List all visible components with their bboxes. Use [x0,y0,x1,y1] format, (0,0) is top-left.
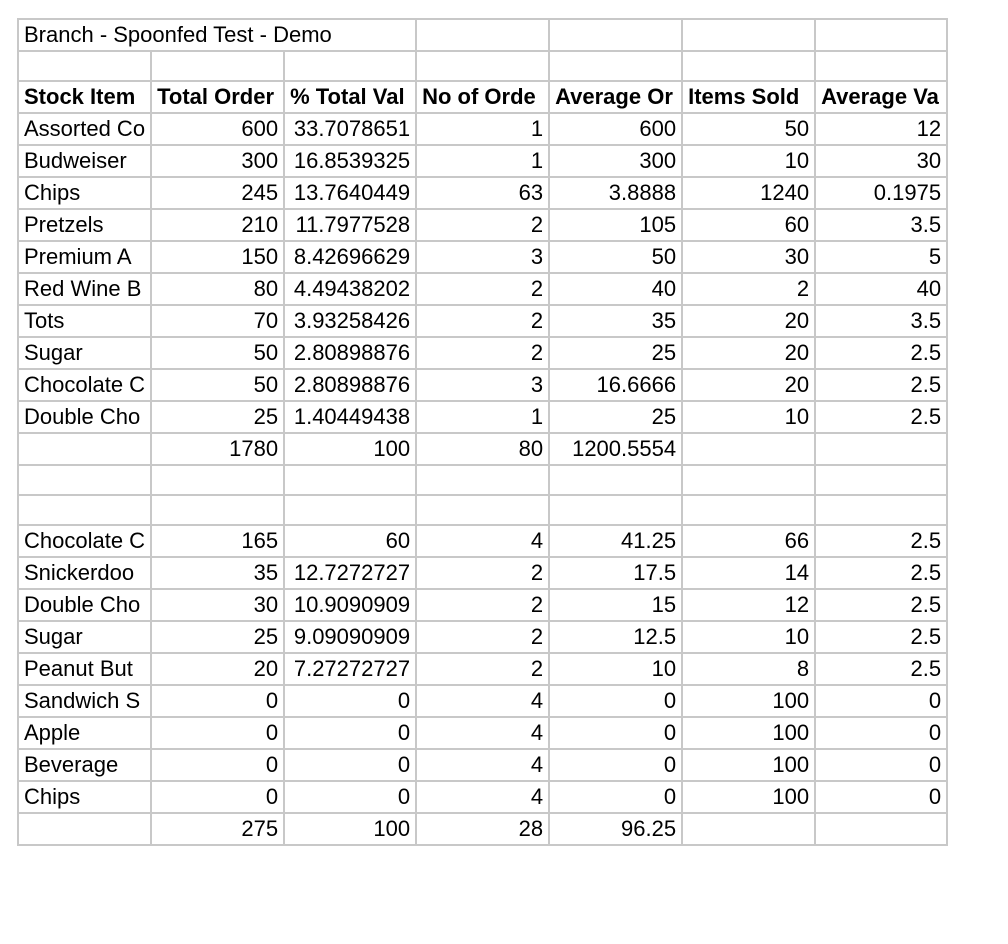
cell[interactable]: 20 [151,653,284,685]
table-row [18,749,947,781]
cell[interactable] [284,465,416,495]
cell[interactable]: Budweiser [18,145,151,177]
cell[interactable]: 3.8888 [549,177,682,209]
cell[interactable]: 0.1975 [815,177,947,209]
cell[interactable] [549,51,682,81]
cell[interactable] [416,19,549,51]
cell[interactable]: 100 [284,433,416,465]
cell[interactable]: 30 [151,589,284,621]
cell[interactable]: 9.09090909 [284,621,416,653]
totals-row [18,813,947,845]
cell[interactable]: 8.42696629 [284,241,416,273]
cell[interactable]: 3.5 [815,305,947,337]
sheet-title-cell[interactable] [18,19,416,51]
cell[interactable]: 12 [682,589,815,621]
empty-row [18,465,947,495]
cell[interactable]: 2 [416,589,549,621]
cell[interactable]: 1200.5554 [549,433,682,465]
cell[interactable] [815,813,947,845]
cell[interactable]: 12 [815,113,947,145]
cell[interactable]: 2.5 [815,557,947,589]
cell[interactable]: 10 [682,401,815,433]
empty-row [18,495,947,525]
cell[interactable] [815,51,947,81]
cell[interactable]: Sugar [18,337,151,369]
cell[interactable]: 20 [682,337,815,369]
cell[interactable]: 2.5 [815,369,947,401]
cell[interactable]: Total Order [151,81,284,113]
table-row [18,177,947,209]
cell[interactable]: 0 [284,685,416,717]
cell[interactable]: 100 [682,685,815,717]
cell[interactable] [416,51,549,81]
cell[interactable]: 3 [416,241,549,273]
header-row [18,81,947,113]
table-row [18,241,947,273]
cell[interactable]: 50 [151,337,284,369]
cell[interactable]: 3.5 [815,209,947,241]
cell[interactable] [18,433,151,465]
cell[interactable]: 25 [151,401,284,433]
cell[interactable]: 4 [416,717,549,749]
cell[interactable]: 16.8539325 [284,145,416,177]
cell[interactable]: 3.93258426 [284,305,416,337]
cell[interactable] [549,495,682,525]
cell[interactable]: 2 [416,305,549,337]
cell[interactable]: 2 [416,557,549,589]
cell[interactable]: Chocolate C [18,525,151,557]
cell[interactable]: 16.6666 [549,369,682,401]
cell[interactable]: Chocolate C [18,369,151,401]
cell[interactable]: 13.7640449 [284,177,416,209]
cell[interactable]: 2.5 [815,401,947,433]
cell[interactable] [151,51,284,81]
cell[interactable]: 2 [682,273,815,305]
cell[interactable]: Pretzels [18,209,151,241]
cell[interactable]: 10 [682,145,815,177]
cell[interactable] [416,465,549,495]
cell[interactable]: Sandwich S [18,685,151,717]
cell[interactable]: 96.25 [549,813,682,845]
cell[interactable]: 2.5 [815,337,947,369]
cell[interactable]: 60 [682,209,815,241]
cell[interactable]: Beverage [18,749,151,781]
cell[interactable]: Average Or [549,81,682,113]
cell[interactable]: 1 [416,401,549,433]
cell[interactable]: 70 [151,305,284,337]
cell[interactable]: 0 [151,749,284,781]
cell[interactable] [284,51,416,81]
table-row [18,273,947,305]
cell[interactable]: 12.5 [549,621,682,653]
cell[interactable]: Premium A [18,241,151,273]
cell[interactable]: Chips [18,177,151,209]
cell[interactable]: 4 [416,685,549,717]
cell[interactable]: 35 [151,557,284,589]
cell[interactable]: 0 [549,749,682,781]
cell[interactable]: 2.5 [815,589,947,621]
cell[interactable]: 25 [151,621,284,653]
cell[interactable] [18,465,151,495]
cell[interactable] [682,51,815,81]
cell[interactable]: 0 [284,781,416,813]
cell[interactable] [18,51,151,81]
table-row [18,209,947,241]
cell[interactable] [682,495,815,525]
cell[interactable]: 0 [284,717,416,749]
cell[interactable]: 300 [549,145,682,177]
table-row [18,621,947,653]
cell[interactable] [682,813,815,845]
cell[interactable]: 0 [151,781,284,813]
cell[interactable]: 14 [682,557,815,589]
cell[interactable]: 1240 [682,177,815,209]
cell[interactable]: 50 [549,241,682,273]
cell[interactable]: 100 [682,781,815,813]
table-row [18,717,947,749]
cell[interactable] [815,433,947,465]
cell[interactable] [682,19,815,51]
cell[interactable]: 300 [151,145,284,177]
cell[interactable]: 2 [416,337,549,369]
table-row [18,685,947,717]
cell[interactable] [682,433,815,465]
cell[interactable]: 10 [682,621,815,653]
cell[interactable]: 33.7078651 [284,113,416,145]
cell[interactable]: 100 [682,749,815,781]
cell[interactable]: 10.9090909 [284,589,416,621]
cell[interactable]: 2 [416,273,549,305]
cell[interactable]: 4.49438202 [284,273,416,305]
cell[interactable]: 0 [815,781,947,813]
cell[interactable]: 63 [416,177,549,209]
cell[interactable] [549,19,682,51]
cell[interactable]: 0 [284,749,416,781]
cell[interactable]: 0 [815,749,947,781]
cell[interactable]: 30 [682,241,815,273]
cell[interactable]: No of Orde [416,81,549,113]
cell[interactable] [151,495,284,525]
cell[interactable] [416,495,549,525]
cell[interactable]: 50 [151,369,284,401]
cell[interactable]: 25 [549,401,682,433]
cell[interactable]: 80 [416,433,549,465]
cell[interactable] [815,465,947,495]
table-row [18,589,947,621]
cell[interactable]: 1.40449438 [284,401,416,433]
table-row [18,145,947,177]
cell[interactable]: 100 [284,813,416,845]
cell[interactable]: 0 [151,685,284,717]
cell[interactable]: 150 [151,241,284,273]
cell[interactable] [284,495,416,525]
cell[interactable]: 2 [416,209,549,241]
cell[interactable] [815,495,947,525]
cell[interactable]: 25 [549,337,682,369]
cell[interactable]: 8 [682,653,815,685]
cell[interactable]: 600 [151,113,284,145]
cell[interactable]: Double Cho [18,401,151,433]
cell[interactable]: 11.7977528 [284,209,416,241]
cell[interactable]: 40 [549,273,682,305]
cell[interactable]: 0 [549,781,682,813]
cell[interactable]: 80 [151,273,284,305]
cell[interactable]: 4 [416,781,549,813]
cell[interactable]: % Total Val [284,81,416,113]
title-row [18,19,947,51]
cell[interactable]: 41.25 [549,525,682,557]
cell[interactable]: 5 [815,241,947,273]
cell[interactable]: 10 [549,653,682,685]
cell[interactable]: 3 [416,369,549,401]
cell[interactable]: 4 [416,749,549,781]
cell[interactable]: 245 [151,177,284,209]
cell[interactable]: 35 [549,305,682,337]
table-row [18,113,947,145]
cell[interactable]: 1 [416,113,549,145]
cell[interactable] [151,465,284,495]
cell[interactable]: 2 [416,653,549,685]
spreadsheet-grid [17,18,948,846]
cell[interactable]: 0 [549,717,682,749]
table-row [18,557,947,589]
cell[interactable]: 17.5 [549,557,682,589]
cell[interactable]: Snickerdoo [18,557,151,589]
cell[interactable]: 165 [151,525,284,557]
cell[interactable]: 0 [151,717,284,749]
table-row [18,305,947,337]
cell[interactable] [18,495,151,525]
cell[interactable]: Apple [18,717,151,749]
cell[interactable]: 2.5 [815,525,947,557]
table-row [18,525,947,557]
cell[interactable] [18,813,151,845]
cell[interactable]: Stock Item [18,81,151,113]
cell[interactable]: 15 [549,589,682,621]
cell[interactable]: 28 [416,813,549,845]
cell[interactable]: 2.5 [815,653,947,685]
cell[interactable]: 40 [815,273,947,305]
cell[interactable] [549,465,682,495]
cell[interactable]: Peanut But [18,653,151,685]
cell[interactable]: 7.27272727 [284,653,416,685]
cell[interactable]: 4 [416,525,549,557]
totals-row [18,433,947,465]
cell[interactable]: 66 [682,525,815,557]
cell[interactable]: 20 [682,305,815,337]
cell[interactable]: 12.7272727 [284,557,416,589]
table-row [18,781,947,813]
cell[interactable]: 1 [416,145,549,177]
cell[interactable]: 100 [682,717,815,749]
cell[interactable]: Average Va [815,81,947,113]
table-row [18,337,947,369]
cell[interactable]: 275 [151,813,284,845]
cell[interactable]: 600 [549,113,682,145]
empty-row [18,51,947,81]
table-row [18,653,947,685]
cell[interactable]: 2.80898876 [284,337,416,369]
cell[interactable]: 2.5 [815,621,947,653]
cell[interactable]: Double Cho [18,589,151,621]
sheet-title: Branch - Spoonfed Test - Demo [24,22,332,47]
table-row [18,369,947,401]
table-row [18,401,947,433]
cell[interactable]: 60 [284,525,416,557]
cell[interactable]: Assorted Co [18,113,151,145]
cell[interactable]: 2.80898876 [284,369,416,401]
cell[interactable]: 0 [549,685,682,717]
cell[interactable]: Tots [18,305,151,337]
cell[interactable]: Red Wine B [18,273,151,305]
cell[interactable]: 1780 [151,433,284,465]
cell[interactable]: 30 [815,145,947,177]
cell[interactable] [815,19,947,51]
cell[interactable]: 50 [682,113,815,145]
cell[interactable]: 105 [549,209,682,241]
cell[interactable]: Sugar [18,621,151,653]
cell[interactable]: 0 [815,685,947,717]
cell[interactable]: 2 [416,621,549,653]
cell[interactable]: Chips [18,781,151,813]
cell[interactable]: 210 [151,209,284,241]
cell[interactable]: 20 [682,369,815,401]
cell[interactable] [682,465,815,495]
cell[interactable]: 0 [815,717,947,749]
cell[interactable]: Items Sold [682,81,815,113]
